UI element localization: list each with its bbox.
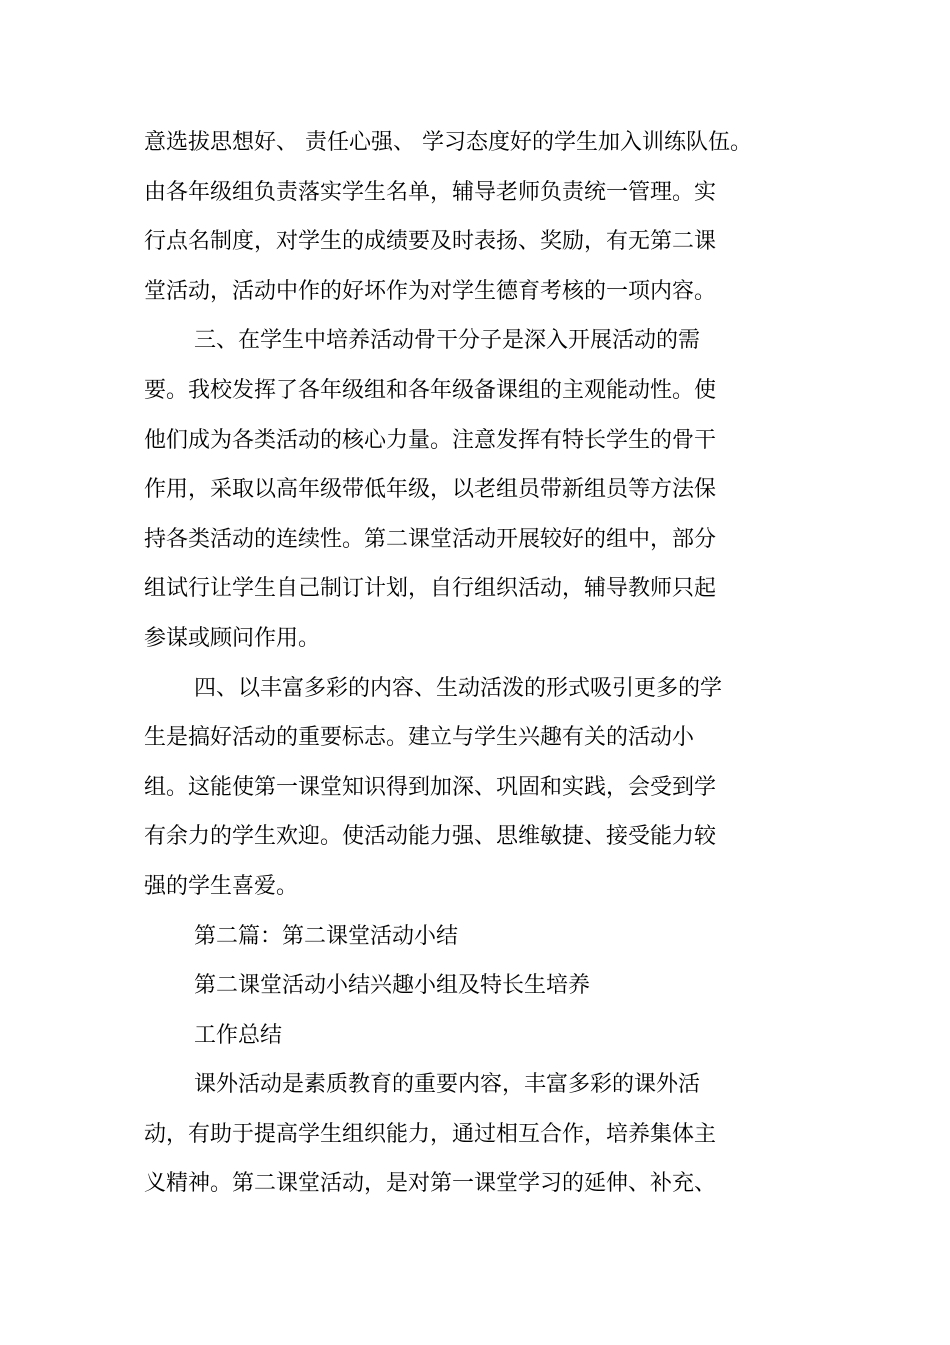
text-line: 持各类活动的连续性。第二课堂活动开展较好的组中，部分 <box>144 526 717 552</box>
text-line: 他们成为各类活动的核心力量。注意发挥有特长学生的骨干 <box>144 427 717 453</box>
text-line: 组试行让学生自己制订计划，自行组织活动，辅导教师只起 <box>144 576 717 602</box>
text-line: 义精神。第二课堂活动，是对第一课堂学习的延伸、补充、 <box>144 1171 717 1197</box>
text-line: 三、在学生中培养活动骨干分子是深入开展活动的需 <box>194 328 701 354</box>
text-line: 作用，采取以高年级带低年级，以老组员带新组员等方法保 <box>144 477 717 503</box>
text-line: 参谋或顾问作用。 <box>144 625 321 651</box>
text-line: 生是搞好活动的重要标志。建立与学生兴趣有关的活动小 <box>144 725 695 751</box>
text-line: 由各年级组负责落实学生名单，辅导老师负责统一管理。实 <box>144 179 717 205</box>
section-subtitle: 工作总结 <box>194 1022 283 1048</box>
text-line: 意选拔思想好、 责任心强、 学习态度好的学生加入训练队伍。 <box>144 130 752 155</box>
text-line: 动，有助于提高学生组织能力，通过相互合作，培养集体主 <box>144 1121 717 1147</box>
text-line: 要。我校发挥了各年级组和各年级备课组的主观能动性。使 <box>144 377 717 403</box>
text-line: 行点名制度，对学生的成绩要及时表扬、奖励，有无第二课 <box>144 229 717 255</box>
text-line: 组。这能使第一课堂知识得到加深、巩固和实践，会受到学 <box>144 774 717 800</box>
section-title: 第二篇：第二课堂活动小结 <box>194 923 459 949</box>
text-line: 强的学生喜爱。 <box>144 873 299 899</box>
section-subtitle: 第二课堂活动小结兴趣小组及特长生培养 <box>194 973 591 999</box>
text-line: 四、以丰富多彩的内容、生动活泼的形式吸引更多的学 <box>194 675 723 701</box>
text-line: 课外活动是素质教育的重要内容，丰富多彩的课外活 <box>194 1072 701 1098</box>
text-line: 有余力的学生欢迎。使活动能力强、思维敏捷、接受能力较 <box>144 824 717 850</box>
document-body <box>144 118 824 1209</box>
text-line: 堂活动，活动中作的好坏作为对学生德育考核的一项内容。 <box>144 278 717 304</box>
